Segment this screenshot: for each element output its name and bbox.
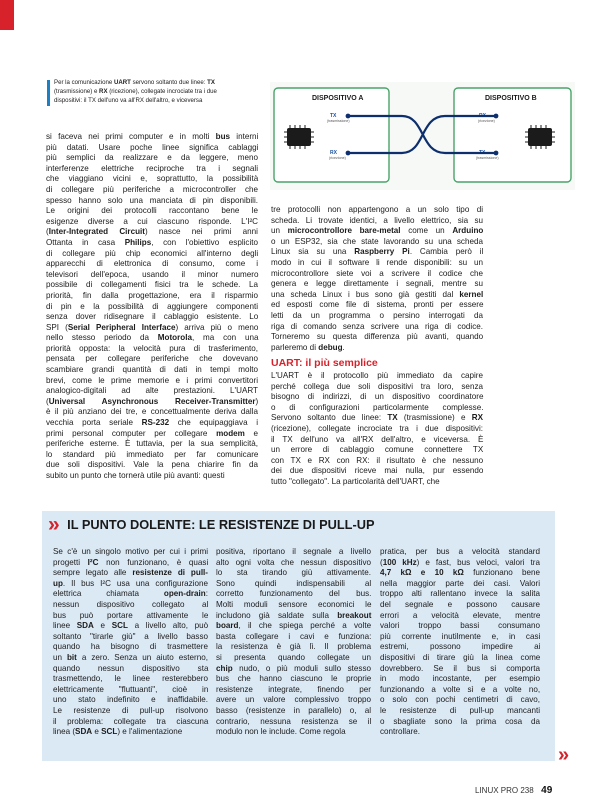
text-line: analogico-digitali ad alte prestazioni. L'UART bbox=[46, 386, 258, 396]
text-line: sempre legato alle resistenze di pull- bbox=[53, 568, 209, 578]
text-line: nella maggior parte dei casi. Valori bbox=[380, 578, 540, 588]
text-line: trasmettendo, le linee resterebbero bbox=[53, 674, 208, 684]
text-line: periferiche esterne. È tuttavia, per la sua semplicità, bbox=[46, 439, 258, 449]
device-b-title: DISPOSITIVO B bbox=[485, 95, 537, 102]
text-line: alto ogni volta che nessun dispositivo bbox=[216, 557, 371, 567]
text-line: chip nudo, o più moduli sullo stesso bbox=[216, 663, 371, 673]
device-b-box bbox=[454, 88, 571, 182]
text-line: il problema: collegate tra ciascuna bbox=[53, 716, 209, 726]
device-a-rx-sub: (ricezione) bbox=[329, 156, 346, 160]
next-page-arrow-icon: » bbox=[558, 744, 570, 766]
text-line: progetti I²C non funzionano, è quasi bbox=[53, 557, 209, 567]
text-line: quando ha bisogno di trasmettere bbox=[53, 642, 208, 652]
text-line: lo sta tirando giù attivamente. bbox=[216, 568, 371, 578]
text-line: Ottanta in casa Philips, con l'obiettivo esplicito bbox=[46, 237, 259, 247]
text-line: Servono soltanto due linee: TX (trasmissione) e RX bbox=[271, 413, 484, 423]
text-line: basta collegare i cavi e funziona: bbox=[216, 631, 372, 641]
text-line: dovrebbero. Se il bus si comporta bbox=[380, 663, 540, 673]
sidebar-column-2 bbox=[216, 547, 371, 738]
caption-text: servono soltanto due linee: bbox=[130, 79, 208, 86]
text-line: del segnale e possono causare bbox=[380, 599, 541, 609]
text-line: linee SDA e SCL a livello alto, può bbox=[53, 621, 209, 631]
text-line: nello stesso periodo da Motorola, ma con una bbox=[46, 333, 259, 343]
text-line: interferenze elettriche reciproche tra i segnali bbox=[46, 163, 258, 173]
sidebar-title: IL PUNTO DOLENTE: LE RESISTENZE DI PULL-UP bbox=[67, 517, 375, 532]
text-line: includono già saldate sulla breakout bbox=[216, 610, 372, 620]
text-line: basso (resistenze in parallelo) o, al bbox=[216, 705, 372, 715]
device-b-rx-label: RX bbox=[479, 113, 486, 119]
text-line: che viaggiano vicini e, soprattutto, la possibilità bbox=[46, 174, 259, 184]
text-line: Le origini dei protocolli raccontano bene le bbox=[46, 206, 258, 216]
text-line: board, il che spiega perché a volte bbox=[216, 621, 372, 631]
text-line: modulo non le include. Come regola bbox=[216, 727, 346, 737]
left-edge-accent bbox=[0, 0, 14, 30]
caption-text: Per la comunicazione bbox=[54, 79, 114, 86]
text-line: Torneremo su questa differenza più avanti, quando bbox=[271, 332, 484, 342]
folio bbox=[475, 780, 552, 798]
text-line: modo in cui il software li rende disponibili: su un bbox=[271, 257, 483, 267]
text-line: più datati. Usare poche linee significa cablaggi bbox=[46, 142, 259, 152]
text-line: tre protocolli non appartengono a un solo tipo di bbox=[271, 205, 483, 214]
text-line: perché collega due soli dispositivi tra loro, senza bbox=[271, 381, 483, 391]
uart-diagram-svg bbox=[270, 82, 575, 190]
text-line: bus può portare attivamente le bbox=[53, 610, 209, 620]
text-line: L'UART è il protocollo più immediato da capire bbox=[271, 371, 483, 380]
text-line: più semplici da realizzare e da leggere, meno bbox=[46, 153, 258, 163]
caption-bold: UART bbox=[113, 79, 131, 86]
device-a-tx-label: TX bbox=[330, 113, 337, 119]
text-line: la resistenza è già lì. Il problema bbox=[216, 642, 372, 652]
text-line: (Inter-Integrated Circuit) nasce nei primi anni bbox=[46, 227, 258, 237]
text-line: televisori dell'epoca, usando il minor numero bbox=[46, 269, 259, 279]
text-line: con TX e RX con RX: il risultato è che nessuno bbox=[271, 455, 484, 465]
device-a-tx-sub: (trasmissione) bbox=[327, 119, 350, 123]
text-line: genera e legge direttamente i segnali, mentre su bbox=[271, 279, 483, 289]
text-line: riga di comando senza scrivere una riga di codice. bbox=[271, 321, 483, 331]
text-line: (Universal Asynchronous Receiver-Transmitter) bbox=[46, 396, 259, 406]
caption-bold: RX bbox=[99, 87, 108, 95]
text-line: apparecchi di elettronica di consumo, come i bbox=[46, 259, 258, 269]
device-a-title: DISPOSITIVO A bbox=[312, 95, 364, 102]
text-line: pensata per collegare periferiche che dovevano bbox=[46, 354, 258, 364]
text-line: esigenze diverse a cui ciascuno risponde. L'I²C bbox=[46, 216, 258, 226]
text-line: o sbagliate sono la prima cosa da bbox=[380, 716, 540, 726]
text-line: scheda. Li trovate identici, a livello elettrico, sia su bbox=[271, 215, 484, 225]
text-line: o di configurazioni particolarmente complesse. bbox=[271, 402, 484, 412]
text-line: due soli dispositivi. Vale la pena chiarire fin da bbox=[46, 460, 258, 470]
caption-text: (trasmissione) e bbox=[54, 87, 100, 95]
text-line: le resistenze di pull-up mancanti bbox=[380, 705, 540, 715]
text-line: tutto "collegato". La particolarità dell'UART, che bbox=[271, 476, 440, 486]
device-b-tx-sub: (trasmissione) bbox=[476, 156, 499, 160]
chevrons-icon: » bbox=[48, 513, 60, 536]
device-b-rx-sub: (ricezione) bbox=[478, 119, 495, 123]
text-line: lo standard più immediato per far comunicare bbox=[46, 449, 259, 459]
text-line: il TX dell'uno va all'RX dell'altro, e viceversa. È bbox=[271, 434, 484, 444]
text-line: una scheda Linux i bus sono già gestiti dal kernel bbox=[271, 289, 484, 299]
caption-bold: TX bbox=[207, 79, 215, 86]
text-line: soltanto "tirarle giù" a livello basso bbox=[53, 631, 208, 641]
text-line: un microcontrollore bare-metal come un Arduino bbox=[271, 226, 484, 236]
text-line: parleremo di debug. bbox=[271, 342, 345, 352]
text-line: di pin e la possibilità di aggiungere componenti bbox=[46, 301, 258, 311]
text-line: o un ESP32, sia che state lavorando su una scheda bbox=[271, 236, 483, 246]
caption-text: (ricezione), collegate incrociate tra i due bbox=[107, 87, 217, 95]
device-a-rx-label: RX bbox=[330, 150, 337, 156]
right-column-bottom bbox=[271, 371, 483, 488]
text-line: (100 kHz) e fast, bus veloci, valori tra bbox=[380, 557, 540, 567]
diagram-caption bbox=[54, 79, 264, 105]
text-line: primi personal computer per collegare modem e bbox=[46, 428, 258, 438]
text-line: senza dover ridisegnare il cablaggio esistente. Lo bbox=[46, 312, 259, 322]
text-line: contrario, nessuna resistenza se il bbox=[216, 716, 372, 726]
text-line: un errore di cablaggio comune connettere TX bbox=[271, 445, 484, 455]
magazine-name: LINUX PRO 238 bbox=[475, 786, 534, 795]
text-line: bus che hanno ciascuno le proprie bbox=[216, 674, 372, 684]
text-line: Sono quindi indispensabili al bbox=[216, 578, 372, 588]
text-line: bisogno di indirizzi, di un dispositivo coordinatore bbox=[271, 392, 484, 402]
text-line: di collegare più chip economici all'interno degli bbox=[46, 248, 259, 258]
caption-marker bbox=[47, 80, 50, 106]
text-line: brevi, come le prime memorie e i primi convertitori bbox=[46, 375, 259, 385]
text-line: si faceva nei primi computer e in molti bus interni bbox=[46, 132, 259, 141]
text-line: spesso hanno solo una manciata di pin disponibili. bbox=[46, 195, 258, 205]
text-line: Linux sia su una Raspberry Pi. Cambia però il bbox=[271, 247, 484, 257]
caption-text: dispositivi: il TX dell'uno va all'RX dell'altro, e viceversa bbox=[54, 96, 203, 104]
text-line: o solo con pochi centimetri di cavo, bbox=[380, 695, 540, 705]
text-line: possibile di collegamenti fisici tra le schede. La bbox=[46, 280, 258, 290]
text-line: quando nessun dispositivo sta bbox=[53, 663, 209, 673]
page-number: 49 bbox=[541, 785, 553, 796]
text-line: funzionando a volte sì e a volte no, bbox=[380, 684, 541, 694]
text-line: ed esposti come file di sistema, pronti per essere bbox=[271, 300, 484, 310]
text-line: avere un valore complessivo troppo bbox=[216, 695, 371, 705]
text-line: vecchia porta seriale RS-232 che equipaggiava i bbox=[46, 418, 258, 428]
text-line: resistenze integrate, finendo per bbox=[216, 684, 371, 694]
uart-diagram bbox=[270, 82, 575, 190]
left-column bbox=[46, 132, 258, 482]
text-line: in modo incostante, per esempio bbox=[380, 674, 540, 684]
text-line: nessun dispositivo collegato al bbox=[53, 599, 209, 609]
text-line: più corrente inutilmente e, in casi bbox=[380, 631, 541, 641]
text-line: uno stato indefinito e inaffidabile. bbox=[53, 695, 208, 705]
text-line: letti da un programma o persino interrogati da bbox=[271, 310, 483, 320]
text-line: (ricezione), collegate incrociate tra i due dispositivi: bbox=[271, 423, 483, 433]
text-line: errori a velocità elevate, mentre bbox=[380, 610, 541, 620]
text-line: up. Il bus I²C usa una configurazione bbox=[53, 578, 208, 588]
text-line: un bit a zero. Senza un aiuto esterno, bbox=[53, 652, 208, 662]
text-line: priorità, fin dalla progettazione, era il risparmio bbox=[46, 290, 259, 300]
uart-heading: UART: il più semplice bbox=[271, 357, 378, 369]
text-line: pratica, per bus a velocità standard bbox=[380, 547, 540, 556]
text-line: Le resistenze di pull-up risolvono bbox=[53, 705, 208, 715]
text-line: dei due dispositivi riceve mai nulla, pur essendo bbox=[271, 466, 484, 476]
text-line: corretto funzionamento del bus. bbox=[216, 589, 372, 599]
device-b-tx-label: TX bbox=[479, 150, 486, 156]
text-line: elettrica chiamata open-drain: bbox=[53, 589, 208, 599]
text-line: è il più anziano dei tre, e concettualmente deriva dalla bbox=[46, 407, 259, 417]
text-line: troppo alti rallentano invece la salita bbox=[380, 589, 540, 599]
text-line: linea (SDA e SCL) e l'alimentazione bbox=[53, 727, 183, 737]
text-line: si presenta quando collegate un bbox=[216, 652, 371, 662]
text-line: positiva, riportano il segnale a livello bbox=[216, 547, 371, 556]
sidebar-title-row bbox=[48, 513, 375, 536]
text-line: 4,7 kΩ e 10 kΩ funzionano bene bbox=[380, 568, 541, 578]
chip-b-icon bbox=[525, 125, 555, 149]
text-line: subito un punto che tornerà utile più avanti: questi bbox=[46, 471, 225, 480]
text-line: Molti moduli sensore economici le bbox=[216, 599, 372, 609]
sidebar-box bbox=[42, 511, 555, 761]
text-line: controllare. bbox=[380, 727, 421, 737]
text-line: valori troppo bassi consumano bbox=[380, 621, 540, 631]
text-line: priorità opposta: la velocità pura di trasferimento, bbox=[46, 343, 259, 353]
text-line: scambiare grandi quantità di dati in tempi molto bbox=[46, 365, 258, 375]
text-line: Se c'è un singolo motivo per cui i primi bbox=[53, 547, 208, 556]
text-line: estremi, possono impedire ai bbox=[380, 642, 541, 652]
text-line: di collegare più periferiche a microcontroller che bbox=[46, 184, 258, 194]
sidebar-column-3 bbox=[380, 547, 540, 738]
text-line: microcontrollore siete voi a scrivere il codice che bbox=[271, 268, 483, 278]
text-line: SPI (Serial Peripheral Interface) arriva più o meno bbox=[46, 322, 259, 332]
right-column-top bbox=[271, 205, 483, 353]
text-line: elettricamente "fluttuanti", cioè in bbox=[53, 684, 209, 694]
sidebar-column-1 bbox=[53, 547, 208, 738]
text-line: dispositivi di tirare giù la linea come bbox=[380, 652, 541, 662]
chip-a-icon bbox=[284, 125, 314, 149]
